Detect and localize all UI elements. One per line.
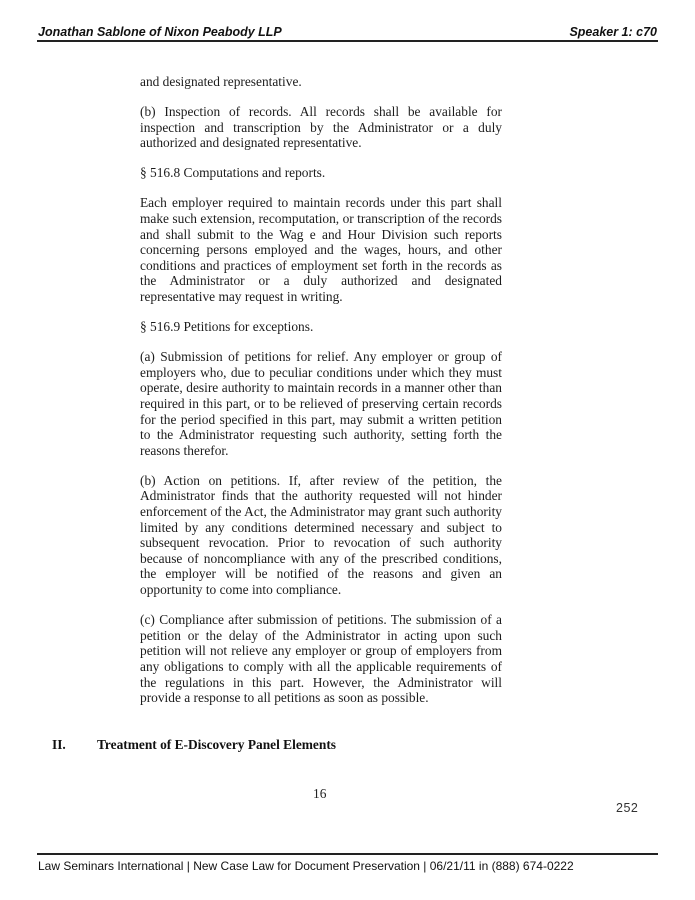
paragraph-continuation: and designated representative. <box>140 74 302 89</box>
paragraph-submission-of-petitions: (a) Submission of petitions for relief. Any employer or group of employers who, due to peculiar conditions under which they must operate, desire authority to maintain records in a manner other than required in this part, or to be relieved of preserving certain records for the period specified in this part, may submit a written petition to the Administrator requesting such authority, setting forth the reasons therefor. <box>140 349 502 458</box>
section-title: Treatment of E-Discovery Panel Elements <box>97 737 336 752</box>
footer-text: Law Seminars International | New Case Law for Document Preservation | 06/21/11 in (888) 674-0222 <box>38 859 574 873</box>
bates-number: 252 <box>616 801 639 815</box>
paragraph-computations: Each employer required to maintain records under this part shall make such extension, recomputation, or transcription of the records and shall submit to the Wag e and Hour Division such reports concerning persons employed and the wages, hours, and other conditions and practices of employment set forth in the records as the Administrator or a duly authorized and designated representative may request in writing. <box>140 195 502 305</box>
paragraph-action-on-petitions: (b) Action on petitions. If, after review of the petition, the Administrator finds that the authority requested will not hinder enforcement of the Act, the Administrator may grant such authority limited by any conditions determined necessary and subject to subsequent revocation. Prior to revocation of such authority because of noncompliance with any of the prescribed conditions, the employer will be notified of the reasons and given an opportunity to come into compliance. <box>140 472 502 598</box>
document-body <box>140 74 502 720</box>
section-number: II. <box>52 737 66 752</box>
paragraph-compliance-after-submission: (c) Compliance after submission of petitions. The submission of a petition or the delay of the Administrator in acting upon such petition will not relieve any employer or group of employers from any obligations to comply with all the applicable requirements of the regulations in this part. However, the Administrator will provide a response to all petitions as soon as possible. <box>140 612 502 706</box>
section-516-8-heading: § 516.8 Computations and reports. <box>140 165 326 181</box>
page-footer <box>37 853 658 873</box>
header-speaker: Speaker 1: c70 <box>569 25 657 39</box>
page-number: 16 <box>313 786 327 801</box>
section-516-9-heading: § 516.9 Petitions for exceptions. <box>140 319 314 335</box>
paragraph-inspection-of-records: (b) Inspection of records. All records shall be available for inspection and transcription by the Administrator or a duly authorized and designated representative. <box>140 104 502 151</box>
page-header <box>37 24 658 42</box>
header-author: Jonathan Sablone of Nixon Peabody LLP <box>38 25 282 39</box>
